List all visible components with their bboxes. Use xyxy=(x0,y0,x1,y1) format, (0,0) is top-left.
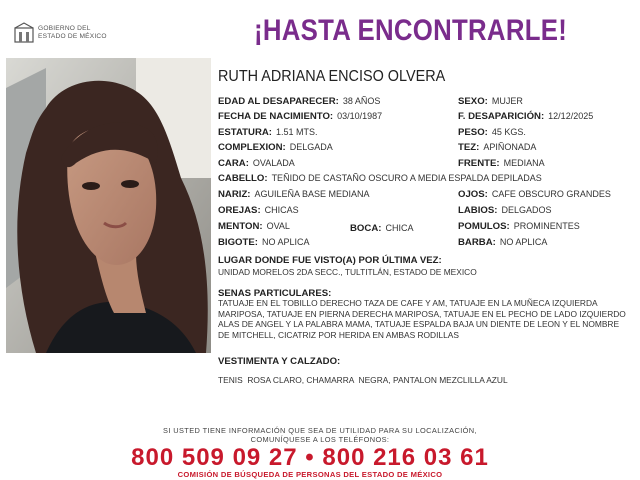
info-line-1: SI USTED TIENE INFORMACIÓN QUE SEA DE UTILIDAD PARA SU LOCALIZACIÓN, xyxy=(163,426,477,435)
field-value: CHICA xyxy=(385,223,414,233)
phone-separator: • xyxy=(305,444,315,471)
field-tez xyxy=(458,142,536,153)
field-frente xyxy=(458,158,545,169)
senas-text: TATUAJE EN EL TOBILLO DERECHO TAZA DE CAFE Y AM, TATUAJE EN LA MUÑECA IZQUIERDA MARIPOSA, TATUAJE EN PIERNA DERECHA MARIPOSA, TATUAJE EN EL PECHO DE LADO IZQUIERDO ALAS DE ANGEL Y LA PALABRA MAMA, TATUAJE ESPALDA BAJA UN DIENTE DE LEON Y EL NOMBRE DE MITCHELL, CICATRIZ POR HERIDA EN AMBAS RODILLAS xyxy=(218,298,626,340)
phone-numbers xyxy=(0,444,620,472)
field-value: 12/12/2025 xyxy=(548,111,594,121)
banner-title: ¡HASTA ENCONTRARLE! xyxy=(254,14,568,47)
field-label: COMPLEXION: xyxy=(218,142,286,153)
field-value: DELGADA xyxy=(289,142,333,152)
field-label: BARBA: xyxy=(458,237,496,248)
field-label: NARIZ: xyxy=(218,189,251,200)
field-menton xyxy=(218,221,290,232)
field-value: APIÑONADA xyxy=(483,142,537,152)
field-sexo xyxy=(458,96,523,107)
field-label: POMULOS: xyxy=(458,221,510,232)
phone-1[interactable]: 800 509 09 27 xyxy=(131,444,298,471)
vestimenta-text: TENIS ROSA CLARO, CHAMARRA NEGRA, PANTALON MEZCLILLA AZUL xyxy=(218,375,508,385)
field-label: LABIOS: xyxy=(458,205,498,216)
field-labios xyxy=(458,205,551,216)
field-boca xyxy=(350,223,413,234)
phone-2[interactable]: 800 216 03 61 xyxy=(322,444,489,471)
field-complexion xyxy=(218,142,333,153)
info-line-2: COMUNÍQUESE A LOS TELÉFONOS: xyxy=(250,435,390,444)
gov-line-2: ESTADO DE MÉXICO xyxy=(38,32,107,40)
field-value: MUJER xyxy=(491,96,523,106)
field-label: CARA: xyxy=(218,158,249,169)
gov-line-1: GOBIERNO DEL xyxy=(38,25,91,32)
state-seal-icon xyxy=(12,22,36,44)
field-edad xyxy=(218,96,380,107)
field-barba xyxy=(458,237,547,248)
field-value: DELGADOS xyxy=(501,205,552,215)
location-title: LUGAR DONDE FUE VISTO(A) POR ÚLTIMA VEZ: xyxy=(218,255,442,266)
field-label: EDAD AL DESAPARECER: xyxy=(218,96,339,107)
senas-title: SENAS PARTICULARES: xyxy=(218,288,332,299)
government-logo xyxy=(12,22,116,46)
field-orejas xyxy=(218,205,299,216)
person-photo xyxy=(6,58,211,353)
vestimenta-title: VESTIMENTA Y CALZADO: xyxy=(218,356,341,367)
field-value: OVAL xyxy=(266,221,290,231)
location-text: UNIDAD MORELOS 2DA SECC., TULTITLÁN, ESTADO DE MEXICO xyxy=(218,267,477,277)
field-label: PESO: xyxy=(458,127,488,138)
field-pomulos xyxy=(458,221,580,232)
field-label: F. DESAPARICIÓN: xyxy=(458,111,545,122)
field-label: FRENTE: xyxy=(458,158,500,169)
field-ojos xyxy=(458,189,611,200)
field-value: 38 AÑOS xyxy=(342,96,381,106)
field-label: FECHA DE NACIMIENTO: xyxy=(218,111,334,122)
field-value: OVALADA xyxy=(252,158,295,168)
field-label: BOCA: xyxy=(350,223,382,234)
field-value: 1.51 MTS. xyxy=(276,127,318,137)
field-value: CHICAS xyxy=(264,205,299,215)
field-value: 45 KGS. xyxy=(491,127,526,137)
field-value: CAFE OBSCURO GRANDES xyxy=(491,189,611,199)
field-label: ESTATURA: xyxy=(218,127,273,138)
field-cabello xyxy=(218,173,542,184)
field-label: OREJAS: xyxy=(218,205,261,216)
commission-name: COMISIÓN DE BÚSQUEDA DE PERSONAS DEL ESTADO DE MÉXICO xyxy=(177,470,443,479)
government-name xyxy=(38,25,107,40)
field-value: NO APLICA xyxy=(261,237,310,247)
field-desaparicion xyxy=(458,111,593,122)
field-cara xyxy=(218,158,295,169)
field-value: AGUILEÑA BASE MEDIANA xyxy=(254,189,370,199)
person-name: RUTH ADRIANA ENCISO OLVERA xyxy=(218,68,446,85)
field-label: MENTON: xyxy=(218,221,263,232)
field-value: NO APLICA xyxy=(499,237,548,247)
field-label: BIGOTE: xyxy=(218,237,258,248)
field-nacimiento xyxy=(218,111,382,122)
field-label: OJOS: xyxy=(458,189,488,200)
field-value: PROMINENTES xyxy=(513,221,580,231)
field-value: 03/10/1987 xyxy=(337,111,383,121)
field-bigote xyxy=(218,237,310,248)
field-label: TEZ: xyxy=(458,142,480,153)
field-label: SEXO: xyxy=(458,96,488,107)
field-nariz xyxy=(218,189,370,200)
field-label: CABELLO: xyxy=(218,173,268,184)
field-value: TEÑIDO DE CASTAÑO OSCURO A MEDIA ESPALDA DEPILADAS xyxy=(271,173,542,183)
field-estatura xyxy=(218,127,318,138)
field-value: MEDIANA xyxy=(503,158,545,168)
field-peso xyxy=(458,127,526,138)
